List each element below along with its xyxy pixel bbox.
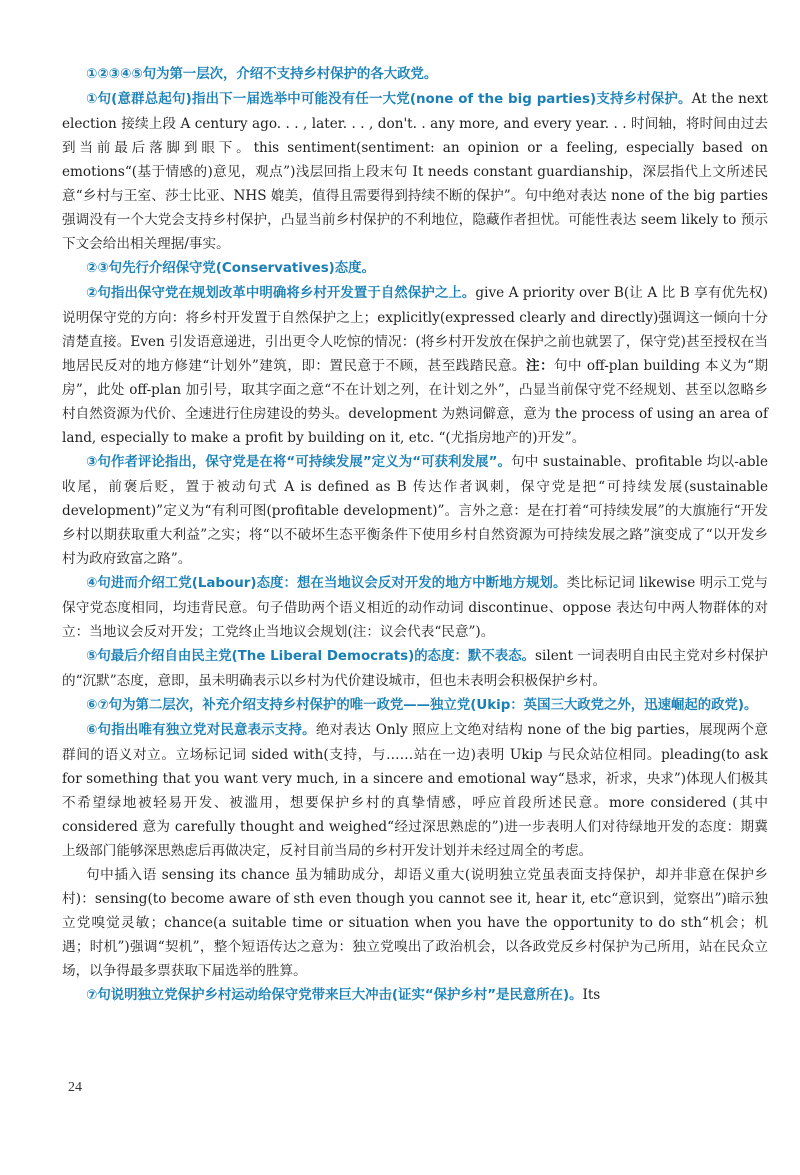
paragraph-sentence6: [62, 718, 768, 863]
highlight-text: ⑥句指出唯有独立党对民意表示支持。: [86, 723, 316, 738]
paragraph-sentence3: [62, 450, 768, 571]
body-text: give A priority over B(让 A 比 B 享有优先权)说明保守党的方向：将乡村开发置于自然保护之上；explicitly(expressed clearly and directly)强调这一倾向十分清楚直接。Even 引发语意递进，引出更令人吃惊的情况：(将乡村开发放在保护之前也就罢了，保守党)甚至授权在当地居民反对的地方修建“计划外”建筑，即：置民意于不顾，甚至践踏民意。: [62, 285, 768, 374]
body-text: Its: [582, 987, 601, 1003]
body-text: 句中插入语 sensing its chance 虽为辅助成分，却语义重大(说明独立党虽表面支持保护，却并非意在保护乡村)：sensing(to become aware of sth even though you cannot see it, hear it, etc“意识到，觉察出”)暗示独立党嗅觉灵敏；chance(a suitable time or situation when you have the opportunity to do sth“机会；机遇；时机”)强调“契机”，整个短语传达之意为：独立党嗅出了政治机会，以各政党反乡村保护为己所用，站在民众立场，以争得最多票获取下届选举的胜算。: [62, 867, 768, 979]
highlight-text: ①②③④⑤句为第一层次，介绍不支持乡村保护的各大政党。: [86, 67, 438, 82]
paragraph-layer2-heading: [62, 693, 768, 718]
highlight-text: ②句指出保守党在规划改革中明确将乡村开发置于自然保护之上。: [86, 286, 476, 301]
paragraph-sentence5: [62, 644, 768, 693]
paragraph-conservatives-heading: [62, 256, 768, 281]
highlight-text: ⑦句说明独立党保护乡村运动给保守党带来巨大冲击(证实“保护乡村”是民意所在)。: [86, 988, 583, 1003]
paragraph-sentence1: [62, 87, 768, 256]
paragraph-sentence7: [62, 983, 768, 1008]
paragraph-parenthetical: [62, 863, 768, 983]
body-text: 类比标记词 likewise 明示工党与保守党态度相同，均违背民意。句子借助两个语义相近的动作动词 discontinue、oppose 表达句中两人物群体的对立：当地议会反对开发；工党终止当地议会规划(注：议会代表“民意”)。: [62, 575, 768, 640]
commentary-body: [62, 62, 768, 1008]
paragraph-layer1-heading: [62, 62, 768, 87]
paragraph-sentence4: [62, 571, 768, 644]
highlight-text: ⑥⑦句为第二层次，补充介绍支持乡村保护的唯一政党——独立党(Ukip：英国三大政党之外，迅速崛起的政党)。: [86, 698, 758, 713]
highlight-text: ①句(意群总起句)指出下一届选举中可能没有任一大党(none of the big parties)支持乡村保护。: [86, 92, 692, 107]
highlight-text: ③句作者评论指出，保守党是在将“可持续发展”定义为“可获利发展”。: [86, 455, 512, 470]
paragraph-sentence2: [62, 281, 768, 450]
body-text: 句中 sustainable、profitable 均以-able 收尾，前褒后贬，置于被动句式 A is defined as B 传达作者讽刺，保守党是把“可持续发展(sustainable development)”定义为“有利可图(profitable development)”。言外之意：是在打着“可持续发展”的大旗施行“开发乡村以期获取重大利益”之实；将“以不破坏生态平衡条件下使用乡村自然资源为可持续发展之路”演变成了“以开发乡村为政府致富之路”。: [62, 454, 769, 567]
body-text: 绝对表达 Only 照应上文绝对结构 none of the big parties，展现两个意群间的语义对立。立场标记词 sided with(支持，与……站在一边)表明 Ukip 与民众站位相同。pleading(to ask for something that you want very much, in a sincere and emotional way“恳求，祈求，央求”)体现人们极其不希望绿地被轻易开发、被滥用，想要保护乡村的真挚情感，呼应首段所述民意。more considered (其中 considered 意为 carefully thought and weighed“经过深思熟虑的”)进一步表明人们对待绿地开发的态度：期冀上级部门能够深思熟虑后再做决定，反衬目前当局的乡村开发计划并未经过周全的考虑。: [62, 722, 768, 859]
highlight-text: ④句进而介绍工党(Labour)态度：想在当地议会反对开发的地方中断地方规划。: [86, 576, 567, 591]
highlight-text: ②③句先行介绍保守党(Conservatives)态度。: [86, 261, 375, 276]
body-text: At the next election 接续上段 A century ago. . . , later. . . , don't. . any more, and every year. . . 时间轴，将时间由过去到当前最后落脚到眼下。this sentiment(sentiment: an opinion or a feeling, especially based on emotions“(基于情感的)意见，观点”)浅层回指上段末句 It needs constant guardianship，深层指代上文所述民意“乡村与王室、莎士比亚、NHS 媲美，值得且需要得到持续不断的保护”。句中绝对表达 none of the big parties 强调没有一个大党会支持乡村保护，凸显当前乡村保护的不利地位，隐藏作者担忧。可能性表达 seem likely to 预示下文会给出相关理据/事实。: [62, 91, 769, 252]
highlight-text: ⑤句最后介绍自由民主党(The Liberal Democrats)的态度：默不表态。: [86, 649, 536, 664]
body-text: silent 一词表明自由民主党对乡村保护的“沉默”态度，意即，虽未明确表示以乡村为代价建设城市，但也未表明会积极保护乡村。: [62, 648, 768, 689]
body-text-continued: 句中 off-plan building 本义为“期房”，此处 off-plan 加引号，取其字面之意“不在计划之列，在计划之外”，凸显当前保守党不经规划、甚至以忽略乡村自然资源为代价、全速进行住房建设的势头。development 为熟词僻意，意为 the process of using an area of land, especially to make a profit by building on it, etc. “(尤指房地产的)开发”。: [62, 358, 768, 446]
page-number: 24: [68, 1080, 82, 1095]
note-label: 注：: [525, 358, 555, 374]
